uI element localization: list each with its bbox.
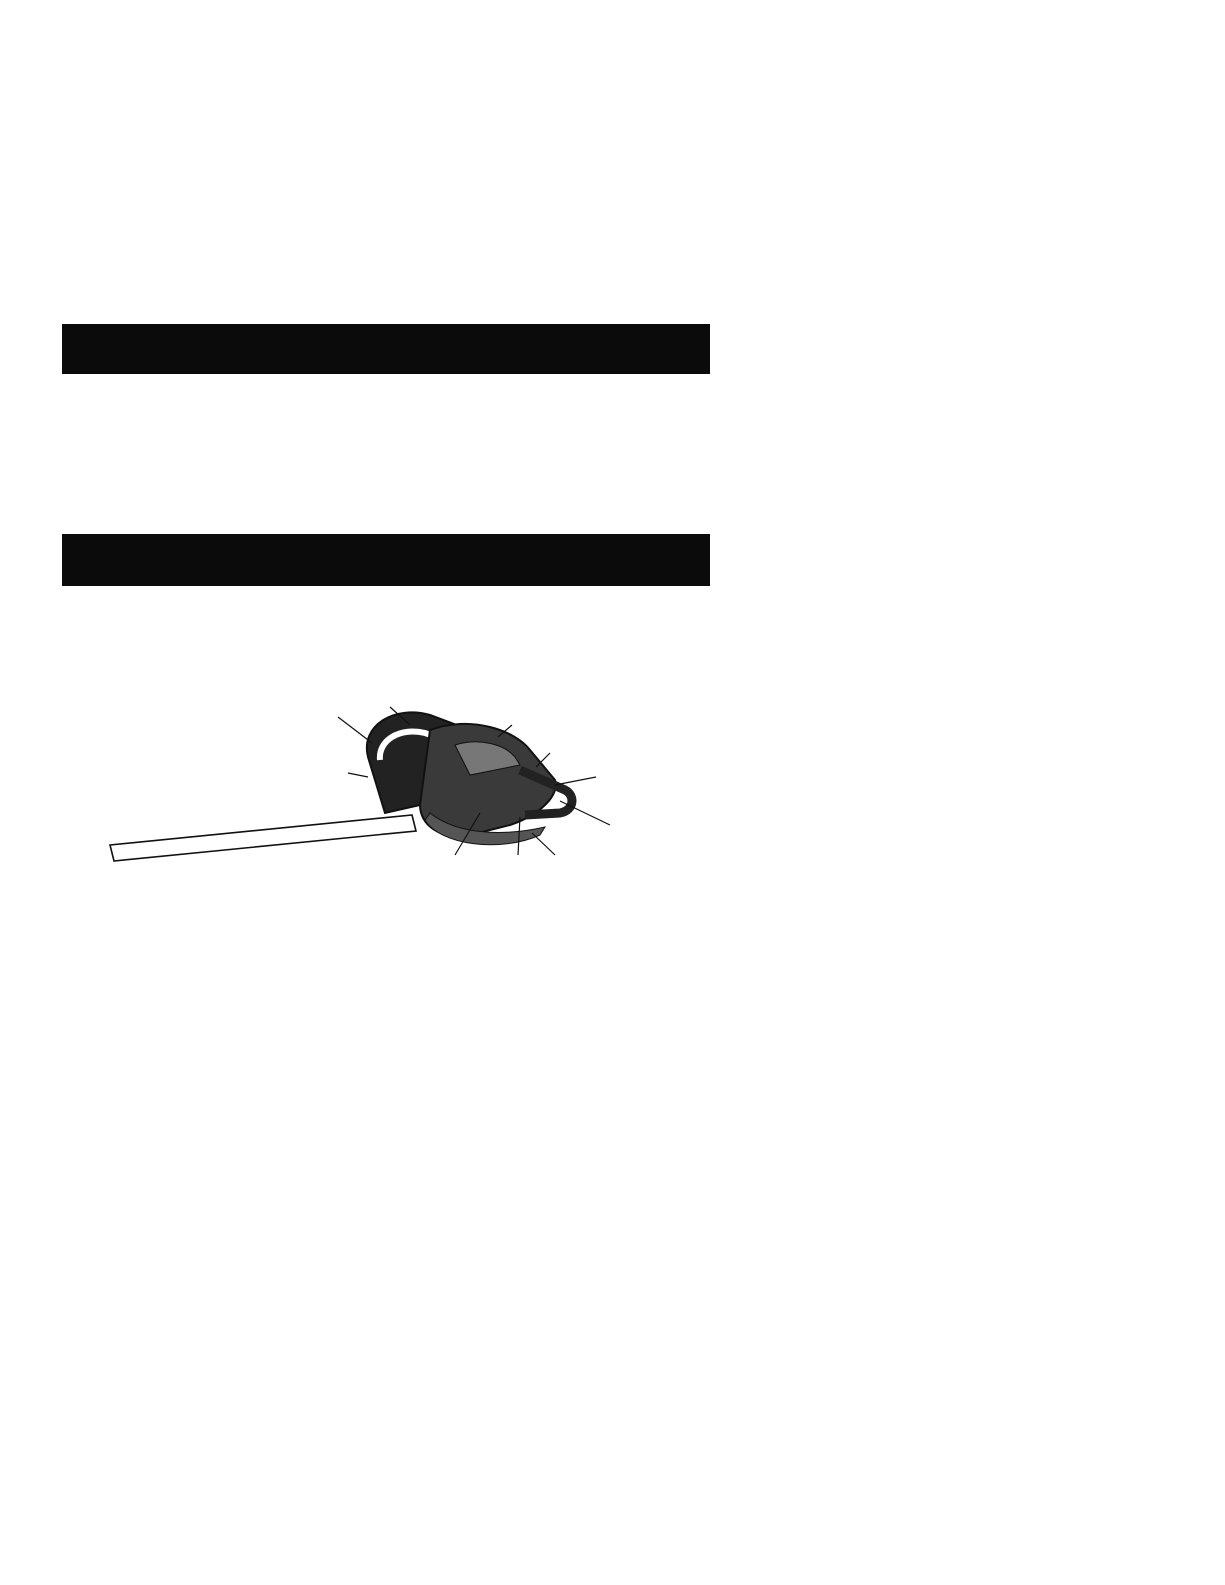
aviso-filtro-section (402, 382, 732, 390)
hedge-trimmer-diagram (0, 685, 760, 885)
hedge-trimmer-illustration (0, 685, 760, 885)
section-banner-montaje (62, 324, 710, 374)
section-banner-uso (62, 534, 710, 586)
bottom-left-column (64, 893, 394, 903)
cutting-blade (110, 815, 416, 861)
